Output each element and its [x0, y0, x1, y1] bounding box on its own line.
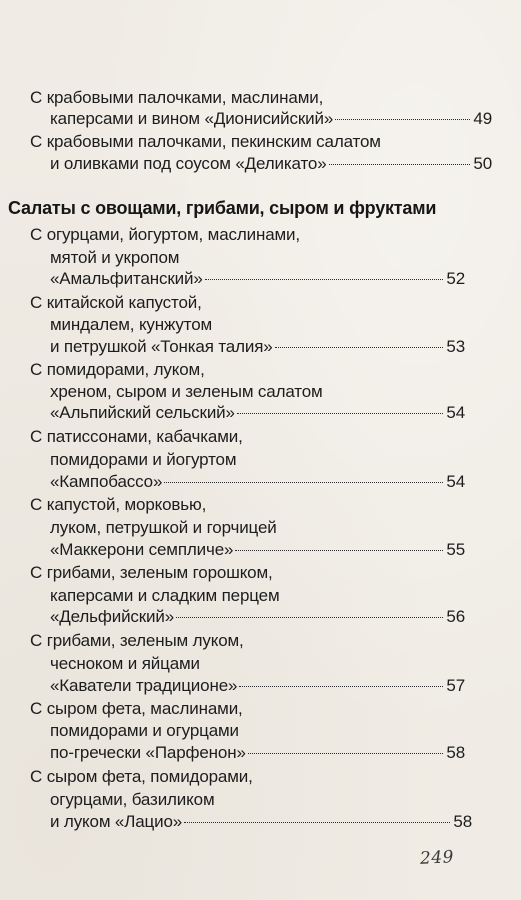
toc-entry-last-line	[50, 742, 465, 764]
toc-entry-line: С грибами, зеленым горошком,	[30, 563, 273, 582]
toc-entry-line: С крабовыми палочками, пекинским салатом	[30, 132, 381, 151]
toc-entry-line: каперсами и вином «Дионисийский»	[50, 109, 334, 128]
page-number: 50	[473, 154, 492, 173]
toc-entry-line: С сыром фета, помидорами,	[30, 767, 253, 786]
toc-entry-last-line	[50, 336, 465, 358]
toc-entry-line: «Маккерони семпличе»	[50, 540, 234, 559]
dot-leader	[329, 164, 471, 165]
toc-entry-last-line	[50, 539, 465, 561]
page-number: 57	[446, 676, 465, 695]
dot-leader	[164, 482, 443, 483]
page-number: 49	[473, 109, 492, 128]
toc-entry-line: помидорами и йогуртом	[50, 450, 237, 469]
dot-leader	[239, 686, 443, 687]
toc-entry-line: чесноком и яйцами	[50, 654, 200, 673]
dot-leader	[237, 413, 444, 414]
toc-entry-last-line	[50, 153, 492, 175]
toc-entry-last-line	[50, 402, 465, 424]
dot-leader	[335, 119, 470, 120]
toc-entry-line: мятой и укропом	[50, 248, 180, 267]
toc-entry-line: помидорами и огурцами	[50, 721, 239, 740]
dot-leader	[205, 279, 444, 280]
dot-leader	[235, 550, 443, 551]
toc-entry-last-line	[50, 811, 472, 833]
toc-entry-line: С капустой, морковью,	[30, 495, 207, 514]
page-number: 58	[453, 812, 472, 831]
toc-entry-line: «Кампобассо»	[50, 472, 163, 491]
handwritten-page-number: 249	[419, 847, 455, 869]
toc-entry-line: С сыром фета, маслинами,	[30, 699, 243, 718]
toc-entry-line: и петрушкой «Тонкая талия»	[50, 337, 273, 356]
toc-entry-line: «Дельфийский»	[50, 607, 175, 626]
page-number: 55	[446, 540, 465, 559]
toc-entry-line: хреном, сыром и зеленым салатом	[50, 382, 323, 401]
toc-entry-line: и луком «Лацио»	[50, 812, 183, 831]
page-number: 58	[446, 743, 465, 762]
toc-entry-line: С патиссонами, кабачками,	[30, 427, 243, 446]
section-heading: Салаты с овощами, грибами, сыром и фруктами	[8, 198, 437, 218]
page-number: 54	[446, 403, 465, 422]
toc-entry-line: С огурцами, йогуртом, маслинами,	[30, 225, 300, 244]
page-number: 53	[446, 337, 465, 356]
page-number: 56	[446, 607, 465, 626]
toc-entry-line: по-гречески «Парфенон»	[50, 743, 246, 762]
toc-entry-line: огурцами, базиликом	[50, 790, 215, 809]
toc-entry-line: «Амальфитанский»	[50, 269, 203, 288]
toc-entry-last-line	[50, 268, 465, 290]
toc-entry-line: С помидорами, луком,	[30, 360, 205, 379]
page-number: 54	[446, 472, 465, 491]
toc-entry-line: каперсами и сладким перцем	[50, 586, 280, 605]
dot-leader	[176, 617, 443, 618]
toc-entry-line: «Альпийский сельский»	[50, 403, 235, 422]
dot-leader	[275, 347, 444, 348]
toc-entry-line: С грибами, зеленым луком,	[30, 631, 244, 650]
toc-entry-line: и оливками под соусом «Деликато»	[50, 154, 327, 173]
toc-entry-line: луком, петрушкой и горчицей	[50, 518, 277, 537]
dot-leader	[248, 753, 444, 754]
toc-entry-last-line	[50, 606, 465, 628]
toc-entry-last-line	[50, 108, 492, 130]
page-number: 52	[446, 269, 465, 288]
toc-entry-line: С китайской капустой,	[30, 293, 202, 312]
toc-entry-line: миндалем, кунжутом	[50, 315, 213, 334]
toc-entry-line: «Каватели традиционе»	[50, 676, 238, 695]
toc-entry-last-line	[50, 675, 465, 697]
toc-entry-line: С крабовыми палочками, маслинами,	[30, 88, 324, 107]
dot-leader	[184, 822, 450, 823]
toc-entry-last-line	[50, 471, 465, 493]
